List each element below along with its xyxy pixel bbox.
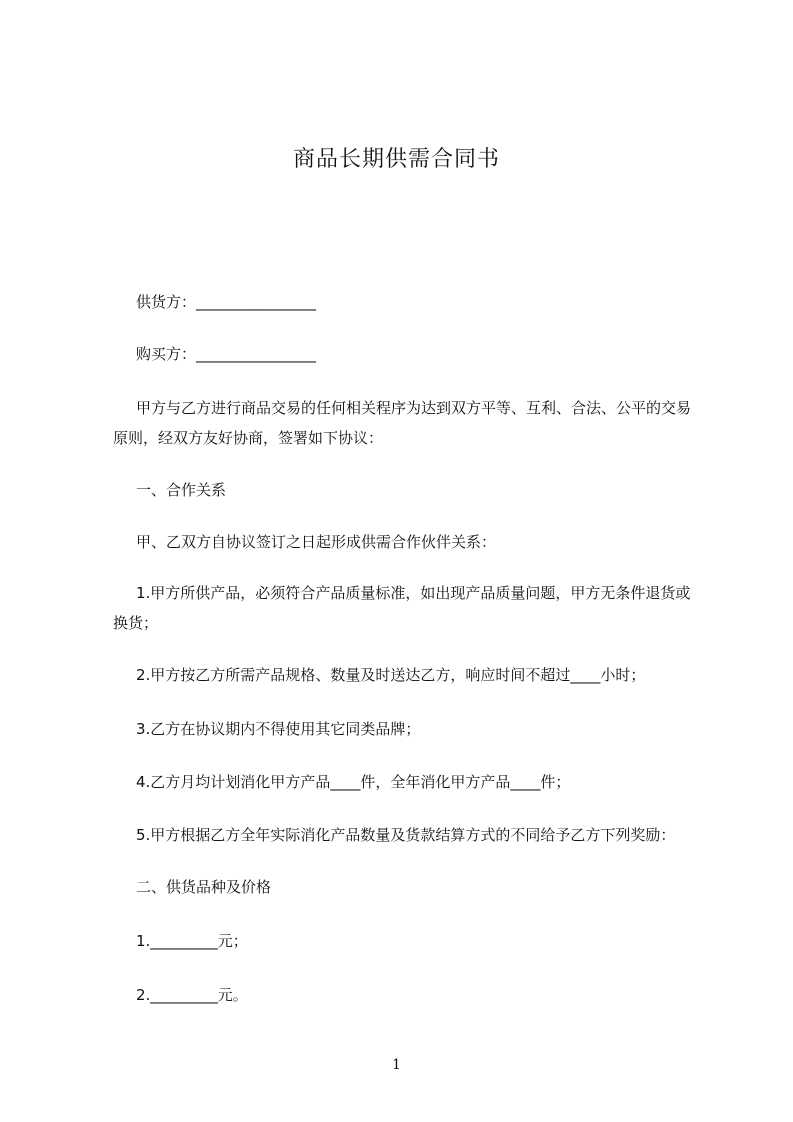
price-item-2: 2._________元。: [136, 986, 248, 1004]
buyer-blank: ________________: [196, 345, 317, 363]
clause-3: 3.乙方在协议期内不得使用其它同类品牌；: [136, 720, 421, 738]
supplier-label: 供货方：: [136, 293, 197, 311]
supplier-blank: ________________: [196, 293, 317, 311]
clause-2: 2.甲方按乙方所需产品规格、数量及时送达乙方，响应时间不超过____小时；: [136, 666, 646, 684]
buyer-label: 购买方：: [136, 345, 197, 363]
buyer-line: [136, 344, 316, 364]
supplier-line: [136, 292, 316, 312]
clause-5: 5.甲方根据乙方全年实际消化产品数量及货款结算方式的不同给予乙方下列奖励：: [136, 826, 676, 844]
document-title: 商品长期供需合同书: [292, 147, 500, 172]
section1-lead: 甲、乙双方自协议签订之日起形成供需合作伙伴关系：: [136, 533, 497, 551]
price-item-1: 1._________元；: [136, 932, 248, 950]
section1-heading: 一、合作关系: [136, 481, 227, 499]
intro-paragraph: 甲方与乙方进行商品交易的任何相关程序为达到双方平等、互利、合法、公平的交易原则，经双方友好协商，签署如下协议：: [113, 399, 692, 447]
page-number: 1: [392, 1057, 401, 1073]
section2-heading: 二、供货品种及价格: [136, 878, 272, 896]
clause-1: 1.甲方所供产品，必须符合产品质量标准，如出现产品质量问题，甲方无条件退货或换货；: [113, 584, 691, 632]
clause-4: 4.乙方月均计划消化甲方产品____件，全年消化甲方产品____件；: [136, 773, 571, 791]
